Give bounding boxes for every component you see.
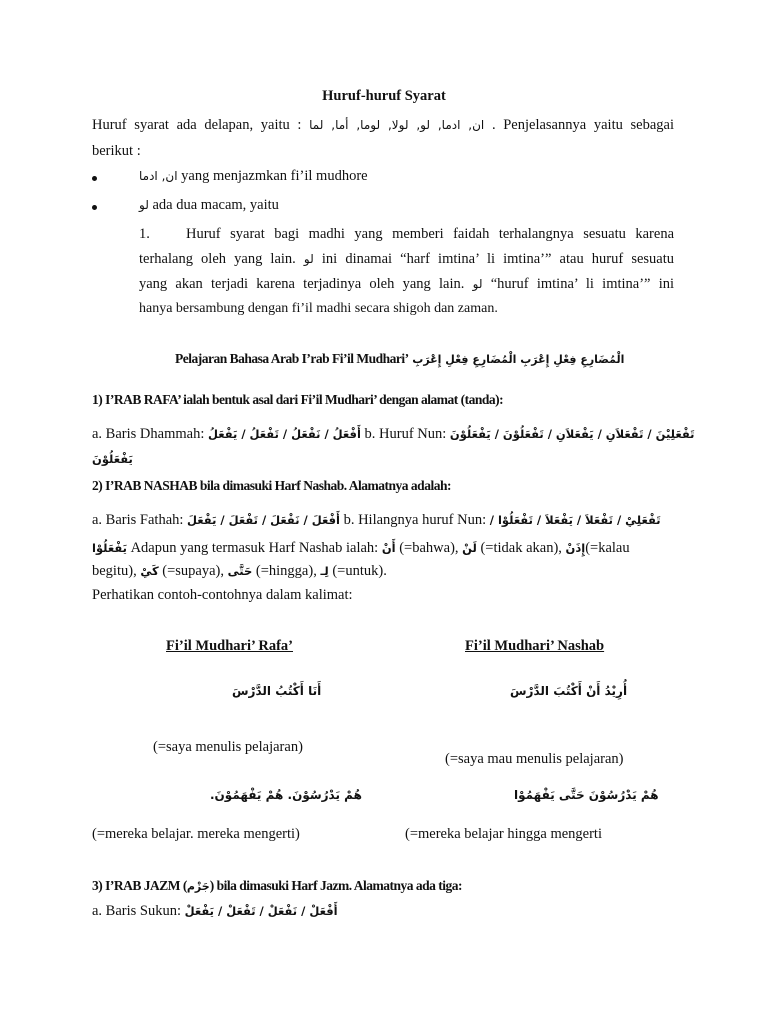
numbered-line-3-arabic: لو: [472, 277, 483, 291]
example-2-rafa-translation: (=mereka belajar. mereka mengerti): [92, 826, 300, 842]
section-1-line-b: [92, 451, 133, 468]
section-2-li-text: (=untuk).: [332, 563, 387, 579]
intro-text-1: Huruf syarat ada delapan, yaitu :: [92, 117, 302, 133]
section-1-a-label: a. Baris Dhammah:: [92, 426, 205, 442]
bullet-dot-1: [92, 176, 97, 181]
section-1-line-a: [92, 426, 694, 443]
bullet-dot-2: [92, 205, 97, 210]
numbered-line-2a: terhalang oleh yang lain.: [139, 251, 296, 267]
bullet-2-arabic: لو: [139, 198, 149, 212]
section-1-a-arabic: أَفْعَلُ / نَفْعَلُ / تَفْعَلُ / يَفْعَلُ: [207, 427, 361, 441]
numbered-line-2-arabic: لو: [303, 252, 314, 266]
section-2-line-a: [92, 512, 661, 529]
section-3-heading-arabic: جَزْم: [186, 880, 210, 893]
numbered-line-3b: “huruf imtina’ li imtina’” ini: [490, 276, 675, 292]
section-2-b-arabic-2: يَفْعَلُوْا: [92, 541, 127, 555]
intro-line-1: [92, 117, 674, 134]
example-1-nashab-translation: (=saya mau menulis pelajaran): [445, 751, 624, 767]
numbered-line-2: [139, 251, 674, 268]
bullet-1-arabic: ان, ادما: [139, 169, 178, 183]
section-3-a-label: a. Baris Sukun:: [92, 903, 182, 919]
section-1-b-arabic: تَفْعَلِيْنَ / تَفْعَلاَنِ / يَفْعَلاَنِ / تَفْعَلُوْنَ / يَفْعَلُوْنَ: [449, 427, 695, 441]
section-3-line-a: [92, 903, 338, 920]
section-1-b-label: b. Huruf Nun:: [364, 426, 447, 442]
section-2-b-label: b. Hilangnya huruf Nun:: [343, 512, 487, 528]
example-2-nashab-translation: (=mereka belajar hingga mengerti: [405, 826, 602, 842]
section-3-heading-b: ) bila dimasuki Harf Jazm. Alamatnya ada tiga:: [209, 878, 462, 893]
bullet-item-2: [139, 197, 279, 214]
section-1-heading: 1) I’RAB RAFA’ ialah bentuk asal dari Fi’il Mudhari’ dengan alamat (tanda):: [92, 392, 504, 407]
section-2-li-arabic: لِـ: [320, 564, 329, 578]
intro-text-2: . Penjelasannya yaitu sebagai: [491, 117, 674, 133]
lesson-heading-text: Pelajaran Bahasa Arab I’rab Fi’il Mudhari’: [175, 351, 409, 366]
section-2-hatta-text: (=hingga),: [255, 563, 317, 579]
lesson-heading-arabic: الْمُضَارِعِ فِعْلِ إِعْرَبِ الْمُضَارِعِ فِعْلِ إِعْرَبِ: [412, 353, 625, 366]
bullet-item-1: [139, 168, 368, 185]
section-3-heading-a: 3) I’RAB JAZM (: [92, 878, 187, 893]
section-2-an-arabic: أَنْ: [381, 541, 396, 555]
section-2-line-d: Perhatikan contoh-contohnya dalam kalimat:: [92, 587, 353, 603]
section-2-harf-intro: Adapun yang termasuk Harf Nashab ialah:: [130, 540, 379, 556]
section-3-a-arabic: أَفْعَلْ / نَفْعَلْ / تَفْعَلْ / يَفْعَلْ: [184, 904, 338, 918]
section-2-lan-arabic: لَنْ: [462, 541, 477, 555]
section-2-b-arabic: تَفْعَلِيْ / تَفْعَلاَ / يَفْعَلاَ / تَفْعَلُوْا /: [489, 513, 661, 527]
numbered-line-2b: ini dinamai “harf imtina’ li imtina’” atau huruf sesuatu: [321, 251, 675, 267]
intro-line-2: berikut :: [92, 143, 141, 159]
section-2-hatta-arabic: حَتَّى: [227, 564, 253, 578]
bullet-2-text: ada dua macam, yaitu: [152, 197, 279, 213]
column-title-nashab: Fi’il Mudhari’ Nashab: [465, 638, 605, 654]
numbered-marker: 1.: [139, 226, 150, 242]
section-3-heading: [92, 878, 462, 894]
page-title: Huruf-huruf Syarat: [322, 88, 446, 104]
intro-arabic-list: ان, ادما, لو, لولا, لوما, أما, لما: [309, 118, 485, 132]
section-1-b-arabic-2: يَفْعَلُوْنَ: [92, 452, 133, 466]
section-2-idzan-arabic: إِذَنْ: [565, 541, 586, 555]
numbered-line-4: hanya bersambung dengan fi’il madhi secara shigoh dan zaman.: [139, 301, 498, 316]
section-2-a-label: a. Baris Fathah:: [92, 512, 184, 528]
example-2-rafa-arabic: هُمْ يَدْرُسُوْنَ. هُمْ يَفْهَمُوْنَ.: [210, 788, 362, 802]
example-1-nashab-arabic: أُرِيْدُ أَنْ أَكْتُبَ الدَّرْسَ: [510, 684, 628, 698]
section-2-line-c: [92, 563, 387, 580]
section-2-line-b: [92, 540, 630, 557]
section-2-a-arabic: أَفْعَلَ / نَفْعَلَ / تَفْعَلَ / يَفْعَلَ: [187, 513, 340, 527]
numbered-line-3a: yang akan terjadi karena terjadinya oleh yang lain.: [139, 276, 465, 292]
section-2-idzan-text: (=kalau: [585, 540, 630, 556]
section-2-lan-text: (=tidak akan),: [480, 540, 562, 556]
section-2-line-c-begitu: begitu),: [92, 563, 137, 579]
example-1-rafa-translation: (=saya menulis pelajaran): [153, 739, 303, 755]
bullet-1-text: yang menjazmkan fi’il mudhore: [181, 168, 368, 184]
section-2-heading: 2) I’RAB NASHAB bila dimasuki Harf Nashab. Alamatnya adalah:: [92, 478, 451, 493]
example-1-rafa-arabic: أَنَا أَكْتُبُ الدَّرْسَ: [232, 684, 322, 698]
section-2-kay-text: (=supaya),: [162, 563, 225, 579]
lesson-heading: [175, 351, 624, 368]
section-2-an-text: (=bahwa),: [399, 540, 459, 556]
numbered-line-1: Huruf syarat bagi madhi yang memberi faidah terhalangnya sesuatu karena: [186, 226, 674, 242]
example-2-nashab-arabic: هُمْ يَدْرُسُوْنَ حَتَّى يَفْهَمُوْا: [514, 788, 659, 802]
section-2-kay-arabic: كَيْ: [140, 564, 159, 578]
numbered-line-3: [139, 276, 674, 293]
column-title-rafa: Fi’il Mudhari’ Rafa’: [166, 638, 293, 654]
